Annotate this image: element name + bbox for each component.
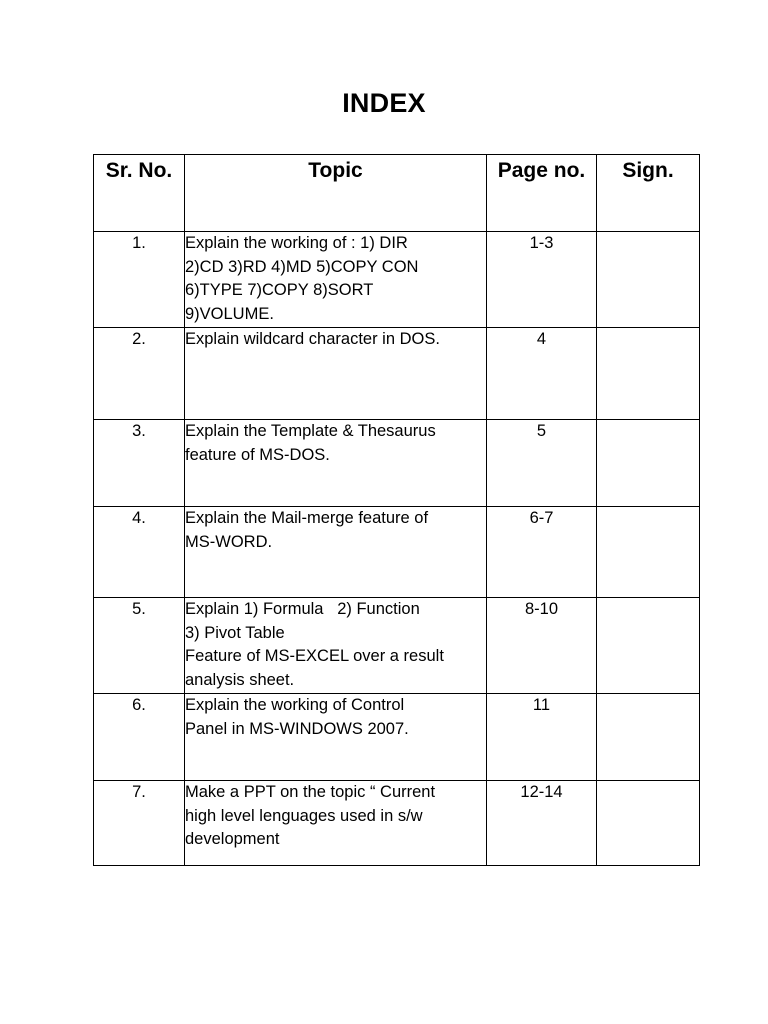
table-row	[94, 694, 700, 781]
topic-line: Explain the Mail-merge feature of	[185, 509, 429, 527]
header-topic: Topic	[185, 155, 487, 232]
sign-cell	[597, 232, 700, 328]
topic-line: Make a PPT on the topic “ Current	[185, 783, 436, 801]
topic-line: feature of MS-DOS.	[185, 445, 330, 464]
topic-line: Feature of MS-EXCEL over a result	[185, 647, 444, 665]
table-row	[94, 781, 700, 866]
index-table	[93, 154, 700, 866]
page-no-cell: 5	[487, 420, 597, 507]
page-no-cell: 12-14	[487, 781, 597, 866]
topic-cell	[185, 694, 487, 781]
topic-line: 6)TYPE 7)COPY 8)SORT	[185, 281, 374, 299]
topic-line: MS-WORD.	[185, 532, 273, 551]
sr-no-cell: 3.	[94, 420, 185, 507]
topic-line: 9)VOLUME.	[185, 304, 274, 323]
topic-line: Explain 1) Formula 2) Function	[185, 600, 420, 618]
sr-no-cell: 7.	[94, 781, 185, 866]
topic-cell	[185, 328, 487, 420]
header-row	[94, 155, 700, 232]
topic-line: development	[185, 830, 280, 848]
topic-cell	[185, 420, 487, 507]
sr-no-cell: 5.	[94, 598, 185, 694]
header-sr-no: Sr. No.	[94, 155, 185, 232]
sign-cell	[597, 694, 700, 781]
sign-cell	[597, 781, 700, 866]
sign-cell	[597, 507, 700, 598]
sr-no-cell: 6.	[94, 694, 185, 781]
table-row	[94, 598, 700, 694]
topic-line: Panel in MS-WINDOWS 2007.	[185, 719, 409, 738]
topic-line: Explain the Template & Thesaurus	[185, 422, 436, 440]
sign-cell	[597, 420, 700, 507]
topic-line: analysis sheet.	[185, 670, 295, 689]
topic-line: Explain the working of Control	[185, 696, 405, 714]
page-no-cell: 6-7	[487, 507, 597, 598]
topic-cell	[185, 598, 487, 694]
page-no-cell: 11	[487, 694, 597, 781]
table-row	[94, 328, 700, 420]
topic-line: 2)CD 3)RD 4)MD 5)COPY CON	[185, 257, 419, 276]
topic-cell	[185, 781, 487, 866]
topic-line: Explain the working of : 1) DIR	[185, 234, 408, 252]
header-page-no: Page no.	[487, 155, 597, 232]
sr-no-cell: 1.	[94, 232, 185, 328]
sr-no-cell: 2.	[94, 328, 185, 420]
topic-cell	[185, 232, 487, 328]
page-no-cell: 1-3	[487, 232, 597, 328]
page-no-cell: 8-10	[487, 598, 597, 694]
topic-line: 3) Pivot Table	[185, 623, 285, 642]
table-row	[94, 420, 700, 507]
table-row	[94, 232, 700, 328]
topic-line: high level lenguages used in s/w	[185, 806, 423, 825]
sign-cell	[597, 598, 700, 694]
sr-no-cell: 4.	[94, 507, 185, 598]
page-title: INDEX	[342, 88, 426, 118]
topic-cell	[185, 507, 487, 598]
topic-line: Explain wildcard character in DOS.	[185, 330, 440, 348]
header-sign: Sign.	[597, 155, 700, 232]
table-row	[94, 507, 700, 598]
page-no-cell: 4	[487, 328, 597, 420]
sign-cell	[597, 328, 700, 420]
